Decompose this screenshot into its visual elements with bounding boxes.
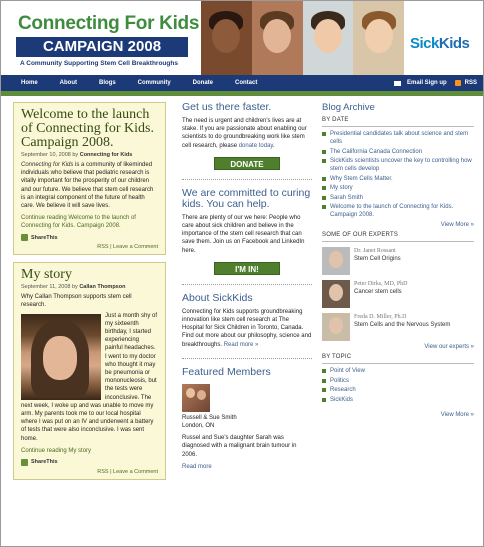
mail-icon bbox=[394, 81, 401, 86]
section-heading: About SickKids bbox=[182, 291, 253, 304]
expert-name[interactable]: Peter Dirks, MD, PhD bbox=[354, 281, 408, 287]
post-footer-links[interactable]: RSS | Leave a Comment bbox=[97, 468, 158, 475]
continue-reading-link[interactable]: Continue reading Welcome to the launch of Connecting for Kids. Campaign 2008. bbox=[21, 215, 136, 230]
main-nav bbox=[1, 75, 484, 91]
post-footer-links[interactable]: RSS | Leave a Comment bbox=[97, 244, 158, 251]
author-photo bbox=[21, 314, 101, 400]
child-photo-3 bbox=[303, 1, 354, 75]
post-meta: September 10, 2008 by Connecting for Kids bbox=[21, 152, 133, 158]
rss-link[interactable]: RSS bbox=[464, 80, 477, 86]
nav-home[interactable]: Home bbox=[21, 80, 38, 86]
post-meta: September 11, 2008 by Callan Thompson bbox=[21, 284, 126, 291]
post-author[interactable]: Connecting for Kids bbox=[79, 152, 133, 158]
view-more-link[interactable]: View More » bbox=[440, 222, 474, 228]
im-in-button[interactable]: I'M IN! bbox=[214, 262, 280, 275]
blog-post bbox=[13, 262, 166, 480]
view-more-link[interactable]: View More » bbox=[440, 411, 474, 418]
archive-item[interactable]: SickKids scientists uncover the key to controlling how stem cells develop bbox=[322, 157, 474, 173]
topic-item[interactable]: Politics bbox=[322, 377, 474, 385]
campaign-banner[interactable]: CAMPAIGN 2008 bbox=[16, 37, 188, 57]
share-button[interactable]: ShareThis bbox=[21, 234, 158, 241]
post-body: Just a month shy of my sixteenth birthday, I started experiencing painful headaches. I went to my doctor who thought it may be pneumonia or mononucleosis, but the tests were inconclusive. The next week, I woke up and was unable to move my arm. My parents took me to our local hospital where I was put on an IV and underwent a battery of tests that were also inconclusive. I was sent home. bbox=[21, 312, 158, 442]
post-body: Connecting for Kids is a community of likeminded individuals who believe that pediatric research is vitally important for the prosperity of our children and our future. We believe that stem cell research is an integral component of the future of health care. We believe it will save lives. bbox=[21, 162, 154, 210]
expert-card[interactable] bbox=[322, 247, 474, 275]
email-signup-link[interactable]: Email Sign up bbox=[406, 80, 447, 86]
archive-item[interactable]: Sarah Smith bbox=[322, 194, 474, 202]
share-icon bbox=[21, 459, 28, 466]
member-name: Russell & Sue Smith bbox=[182, 414, 237, 421]
sickkids-logo[interactable]: SickKids bbox=[410, 35, 470, 52]
view-experts-link[interactable]: View our experts » bbox=[424, 344, 474, 350]
topic-list bbox=[322, 367, 474, 404]
post-lead: Why Callan Thompson supports stem cell research. bbox=[21, 294, 132, 309]
header bbox=[1, 1, 483, 75]
continue-reading-link[interactable]: Continue reading My story bbox=[21, 447, 92, 454]
child-photo-4 bbox=[353, 1, 404, 75]
rss-icon[interactable] bbox=[455, 80, 461, 86]
middle-column bbox=[182, 102, 312, 471]
expert-role: Stem Cell Origins bbox=[354, 256, 401, 262]
divider bbox=[182, 284, 312, 285]
read-more-link[interactable]: Read more » bbox=[223, 341, 259, 348]
expert-name[interactable]: Freda D. Miller, Ph.D bbox=[354, 314, 407, 320]
donate-link[interactable]: donate today bbox=[238, 142, 273, 149]
post-author[interactable]: Callan Thompson bbox=[79, 284, 126, 291]
archive-item[interactable]: My story bbox=[322, 184, 474, 192]
archive-item[interactable]: Why Stem Cells Matter. bbox=[322, 175, 474, 183]
child-photo-2 bbox=[252, 1, 303, 75]
child-photo-1 bbox=[201, 1, 252, 75]
topic-item[interactable]: Research bbox=[322, 386, 474, 394]
by-date-heading: BY DATE bbox=[322, 117, 349, 123]
expert-role: Cancer stem cells bbox=[354, 289, 402, 295]
section-heading: We are committed to curing kids. You can help. bbox=[182, 186, 311, 210]
topic-item[interactable]: SickKids bbox=[322, 396, 474, 404]
divider bbox=[182, 179, 312, 180]
nav-donate[interactable]: Donate bbox=[192, 80, 214, 86]
expert-photo bbox=[322, 280, 350, 308]
post-title[interactable]: My story bbox=[21, 267, 72, 283]
nav-right bbox=[394, 80, 484, 86]
header-photo-strip bbox=[201, 1, 404, 75]
site-tagline: A Community Supporting Stem Cell Breakthroughs bbox=[20, 60, 178, 67]
member-photo bbox=[182, 384, 210, 412]
divider bbox=[322, 241, 474, 242]
expert-role: Stem Cells and the Nervous System bbox=[354, 322, 451, 328]
divider bbox=[322, 126, 474, 127]
section-text: The need is urgent and children's lives are at stake. If you are passionate about enabling our scientists to do groundbreaking work like stem cell research, please donate today. bbox=[182, 118, 307, 149]
archive-list bbox=[322, 130, 474, 219]
expert-card[interactable] bbox=[322, 280, 474, 308]
experts-heading: SOME OF OUR EXPERTS bbox=[322, 232, 399, 238]
site-title[interactable]: Connecting For Kids bbox=[18, 13, 200, 34]
expert-name[interactable]: Dr. Janet Rossant bbox=[354, 248, 396, 254]
expert-photo bbox=[322, 313, 350, 341]
archive-heading: Blog Archive bbox=[322, 102, 375, 113]
section-heading: Get us there faster. bbox=[182, 101, 272, 113]
archive-item[interactable]: Welcome to the launch of Connecting for Kids. Campaign 2008. bbox=[322, 203, 474, 219]
by-topic-heading: BY TOPIC bbox=[322, 354, 352, 360]
expert-card[interactable] bbox=[322, 313, 474, 341]
share-button[interactable]: ShareThis bbox=[21, 459, 158, 466]
member-read-more[interactable]: Read more bbox=[182, 463, 212, 470]
nav-underline bbox=[1, 91, 484, 96]
donate-button[interactable]: DONATE bbox=[214, 157, 280, 170]
nav-about[interactable]: About bbox=[59, 80, 77, 86]
nav-community[interactable]: Community bbox=[137, 80, 171, 86]
section-text: Connecting for Kids supports groundbreaking innovation like stem cell research at The Hospital for Sick Children in Toronto, Canada. Find out more about our philosophy, science and breakthroughs. Read more » bbox=[182, 308, 312, 348]
member-text: Russel and Sue's daughter Sarah was diagnosed with a malignant brain tumour in 2006. bbox=[182, 435, 297, 458]
archive-item[interactable]: Presidential candidates talk about science and stem cells bbox=[322, 130, 474, 146]
divider bbox=[322, 363, 474, 364]
expert-photo bbox=[322, 247, 350, 275]
section-text: There are plenty of our we here: People who care about sick children and believe in the importance of the stem cell research that can save them. Join us on Facebook and LinkedIn here. bbox=[182, 214, 305, 254]
post-title[interactable]: Welcome to the launch of Connecting for Kids. Campaign 2008. bbox=[21, 107, 154, 150]
share-icon bbox=[21, 234, 28, 241]
sidebar bbox=[322, 102, 474, 418]
section-heading: Featured Members bbox=[182, 365, 271, 378]
archive-item[interactable]: The California Canada Connection bbox=[322, 148, 474, 156]
topic-item[interactable]: Point of View bbox=[322, 367, 474, 375]
blog-post bbox=[13, 102, 166, 255]
posts-column bbox=[13, 102, 166, 487]
nav-contact[interactable]: Contact bbox=[235, 80, 258, 86]
nav-blogs[interactable]: Blogs bbox=[99, 80, 116, 86]
member-city: London, ON bbox=[182, 423, 215, 430]
divider bbox=[182, 358, 312, 359]
